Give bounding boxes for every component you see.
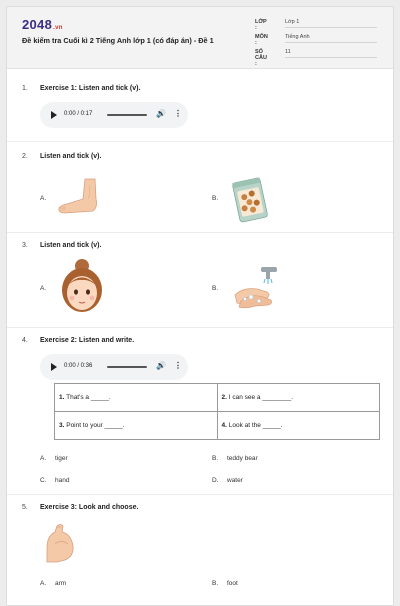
audio-time: 0:00 / 0:36 [64,363,93,369]
page-header [7,7,393,69]
table-cell: 4. Look at the _____. [217,412,380,440]
option-value[interactable]: foot [227,580,238,587]
table-row [55,384,380,412]
question-number: 2. [22,153,28,160]
more-options-icon[interactable]: ⋮ [174,361,182,370]
question-text: Listen and tick (v). [40,153,102,160]
audio-progress-track[interactable] [107,114,147,116]
girl-face-icon [59,259,105,315]
option-letter[interactable]: A. [40,580,47,587]
meta-value: 11 [285,49,377,58]
audio-time: 0:00 / 0:17 [64,111,93,117]
divider [7,494,393,495]
nuts-bag-icon [231,177,269,223]
meta-label: LỚP : [255,19,267,31]
question-text: Exercise 1: Listen and tick (v). [40,85,141,92]
play-icon[interactable] [51,111,57,119]
volume-icon[interactable]: 🔊 [156,109,166,118]
site-logo[interactable]: 2048.vn [22,17,63,32]
volume-icon[interactable]: 🔊 [156,361,166,370]
question-text: Exercise 3: Look and choose. [40,504,139,511]
play-icon[interactable] [51,363,57,371]
divider [7,141,393,142]
meta-label: SỐ CÂU : [255,49,267,67]
table-row [55,412,380,440]
meta-value: Tiếng Anh [285,34,377,43]
document-title: Đề kiểm tra Cuối kì 2 Tiếng Anh lớp 1 (có đáp án) - Đề 1 [22,36,214,45]
table-cell: 2. I can see a ________. [217,384,380,412]
option-value[interactable]: tiger [55,455,68,462]
option-letter[interactable]: B. [212,195,219,202]
divider [7,327,393,328]
divider [7,232,393,233]
option-letter[interactable]: A. [40,195,47,202]
option-letter[interactable]: D. [212,477,219,484]
option-value[interactable]: arm [55,580,67,587]
question-text: Listen and tick (v). [40,242,102,249]
flexed-arm-icon [41,522,77,566]
question-number: 1. [22,85,28,92]
question-number: 5. [22,504,28,511]
table-cell: 3. Point to your _____. [55,412,218,440]
option-letter[interactable]: B. [212,455,219,462]
meta-label: MÔN : [255,34,268,46]
option-value[interactable]: teddy bear [227,455,258,462]
option-letter[interactable]: B. [212,285,219,292]
audio-player[interactable] [40,354,188,380]
question-number: 4. [22,337,28,344]
table-cell: 1. That's a _____. [55,384,218,412]
fill-in-table [54,383,380,440]
worksheet-page [6,6,394,606]
option-letter[interactable]: A. [40,285,47,292]
option-letter[interactable]: A. [40,455,47,462]
more-options-icon[interactable]: ⋮ [174,109,182,118]
hand-washing-icon [231,265,281,313]
option-letter[interactable]: B. [212,580,219,587]
audio-player[interactable] [40,102,188,128]
option-value[interactable]: water [227,477,243,484]
question-text: Exercise 2: Listen and write. [40,337,135,344]
foot-icon [55,177,110,217]
question-number: 3. [22,242,28,249]
meta-value: Lớp 1 [285,19,377,28]
option-value[interactable]: hand [55,477,70,484]
option-letter[interactable]: C. [40,477,47,484]
audio-progress-track[interactable] [107,366,147,368]
